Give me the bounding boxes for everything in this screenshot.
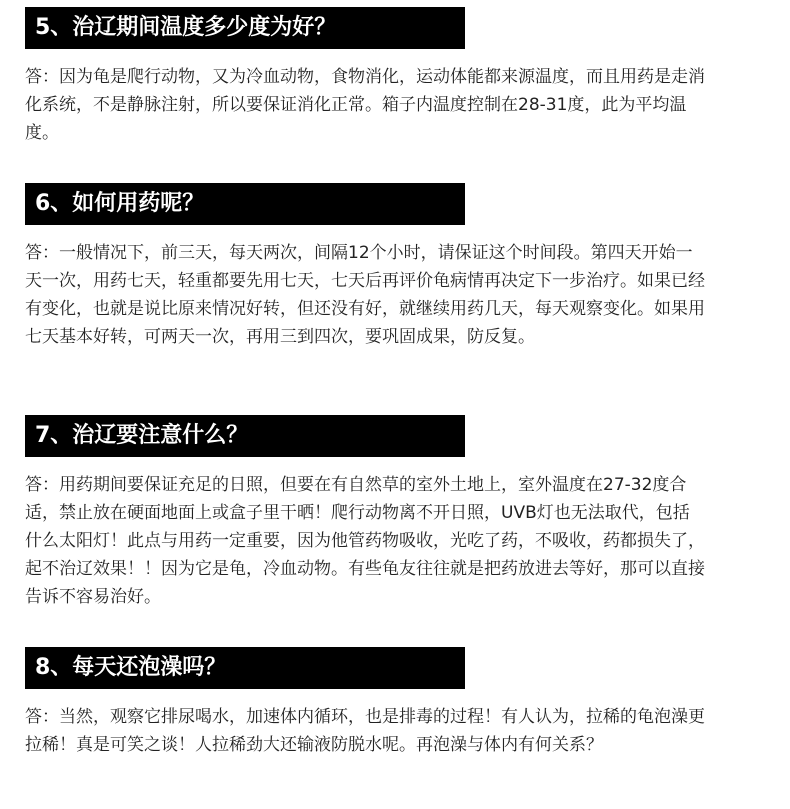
section-heading: 8、每天还泡澡吗？: [25, 647, 465, 689]
section-answer: 答：当然，观察它排尿喝水，加速体内循环，也是排毒的过程！有人认为，拉稀的龟泡澡更拉稀！真是可笑之谈！人拉稀劲大还输液防脱水呢。再泡澡与体内有何关系？: [25, 707, 705, 755]
section-heading: 6、如何用药呢？: [25, 183, 465, 225]
section-heading: 7、治辽要注意什么？: [25, 415, 465, 457]
section-answer: 答：用药期间要保证充足的日照，但要在有自然草的室外土地上，室外温度在27-32度合适，禁止放在硬面地面上或盒子里干晒！爬行动物离不开日照，UVB灯也无法取代，包括什么太阳灯！此点与用药一定重要，因为他管药物吸收，光吃了药，不吸收，药都损失了，起不治辽效果！！因为它是龟，冷血动物。有些龟友往往就是把药放进去等好，那可以直接告诉不容易治好。: [25, 475, 705, 607]
section-heading: 5、治辽期间温度多少度为好？: [25, 7, 465, 49]
section-answer: 答：因为龟是爬行动物，又为冷血动物，食物消化，运动体能都来源温度，而且用药是走消化系统，不是静脉注射，所以要保证消化正常。箱子内温度控制在28-31度，此为平均温度。: [25, 67, 705, 143]
section-answer: 答：一般情况下，前三天，每天两次，间隔12个小时，请保证这个时间段。第四天开始一天一次，用药七天，轻重都要先用七天，七天后再评价龟病情再决定下一步治疗。如果已经有变化，也就是说比原来情况好转，但还没有好，就继续用药几天，每天观察变化。如果用七天基本好转，可两天一次，再用三到四次，要巩固成果，防反复。: [25, 243, 705, 347]
